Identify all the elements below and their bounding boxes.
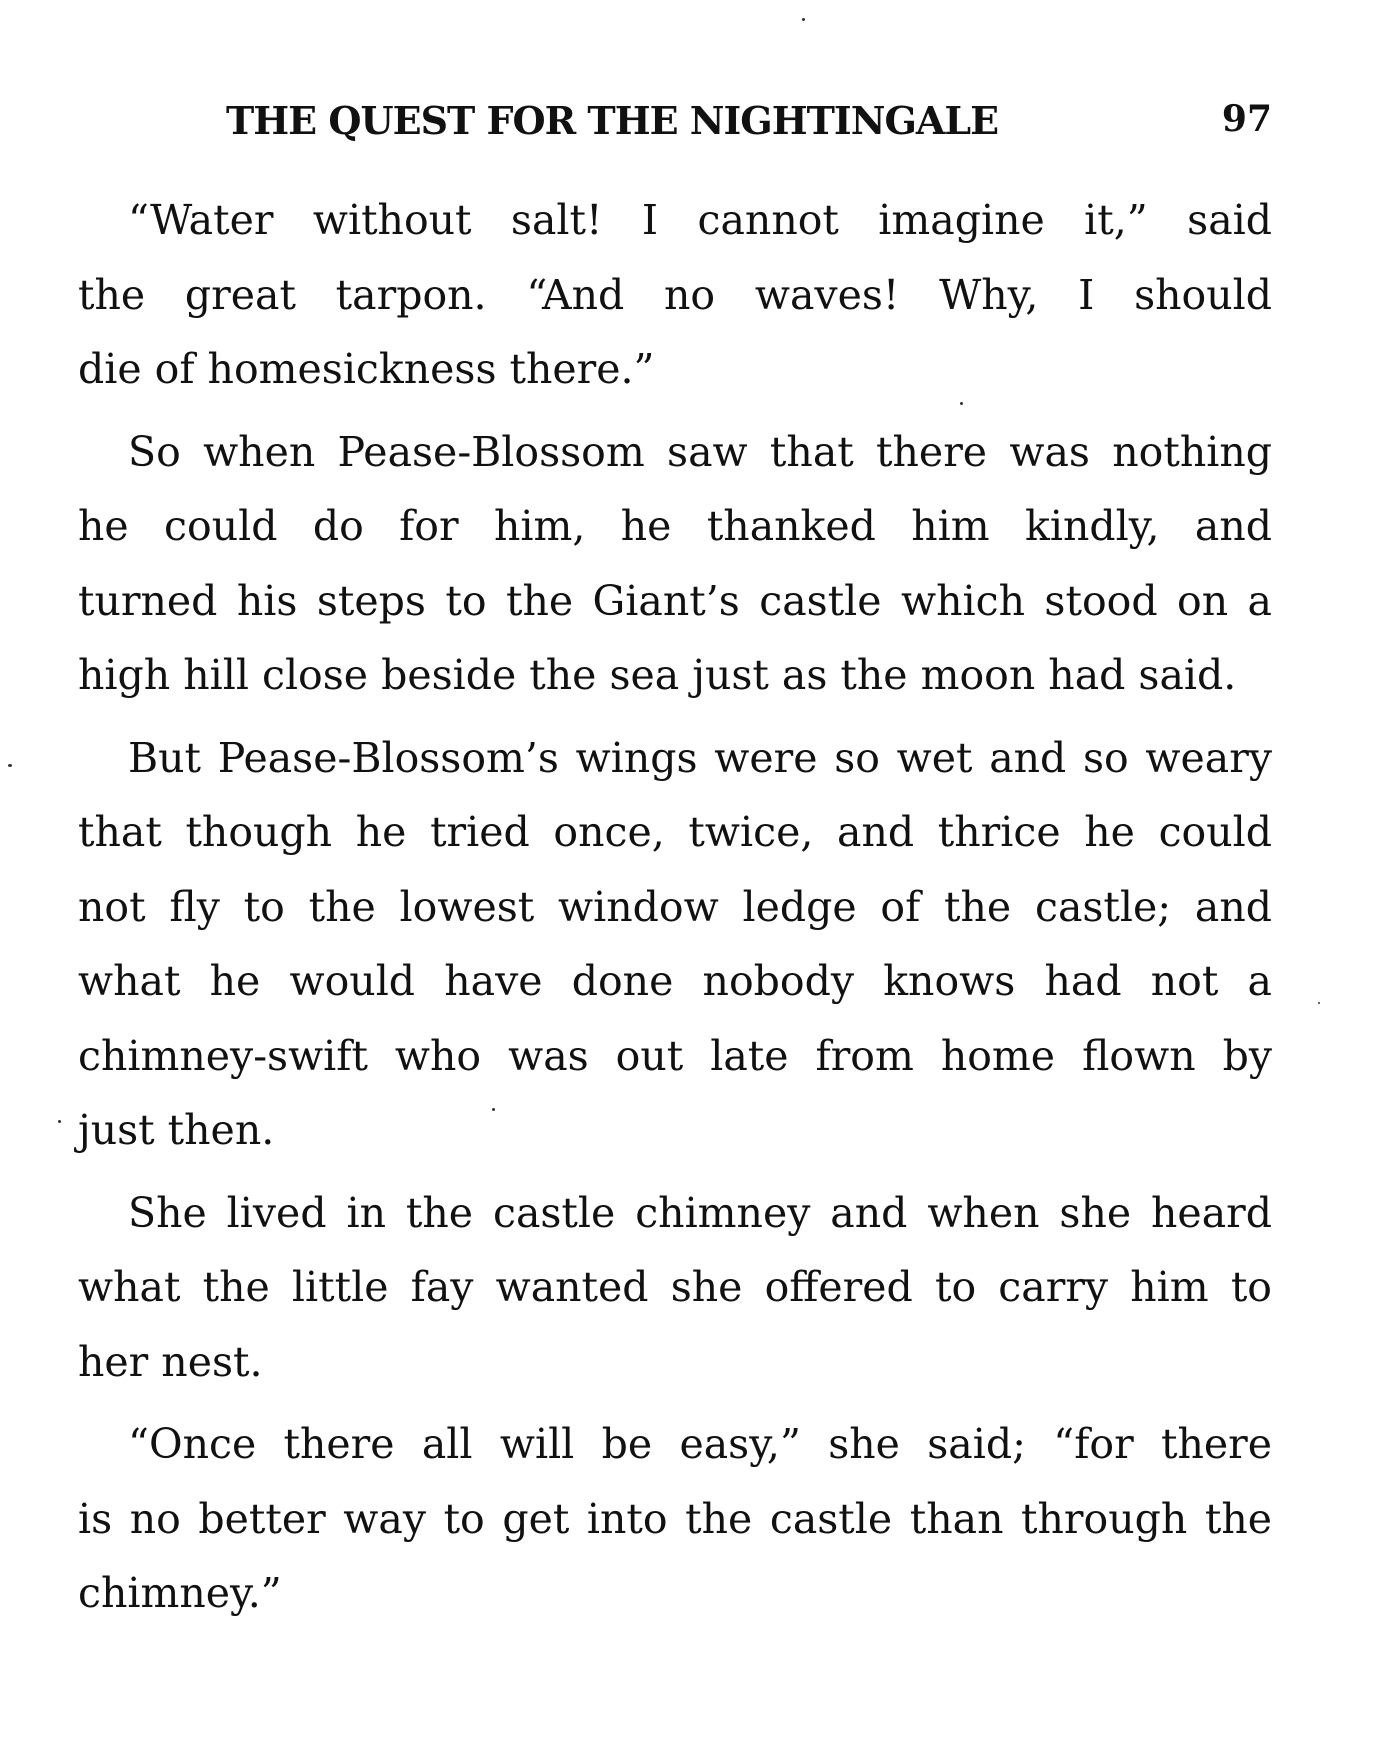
text-line: just then. (78, 1106, 275, 1154)
text-line: he could do for him, he thanked him kindly, and (78, 502, 1272, 550)
text-line: But Pease-Blossom’s wings were so wet and so weary (128, 733, 1272, 782)
text-line: chimney-swift who was out late from home flown by (78, 1031, 1272, 1080)
page-number: 97 (1221, 98, 1272, 140)
paragraph-weary-wings (78, 721, 1272, 1168)
paragraph-giants-castle (78, 415, 1272, 713)
text-line: what the little fay wanted she offered to carry him to (78, 1263, 1272, 1311)
text-line: turned his steps to the Giant’s castle which stood on a (78, 576, 1272, 625)
scan-speck (58, 1120, 61, 1123)
text-line: She lived in the castle chimney and when she heard (128, 1188, 1272, 1237)
text-line: her nest. (78, 1337, 263, 1386)
body-text (78, 183, 1272, 1639)
text-line: So when Pease-Blossom saw that there was nothing (128, 427, 1272, 476)
text-line: the great tarpon. “And no waves! Why, I should (78, 270, 1272, 319)
scan-speck (492, 1108, 495, 1111)
scan-speck (1318, 1002, 1320, 1004)
running-title: THE QUEST FOR THE NIGHTINGALE (226, 98, 999, 143)
scan-speck (802, 18, 805, 21)
text-line: is no better way to get into the castle than through the (78, 1494, 1272, 1543)
text-line: “Water without salt! I cannot imagine it,” said (128, 196, 1272, 244)
text-line: not fly to the lowest window ledge of the castle; and (78, 882, 1272, 931)
text-line: chimney.” (78, 1569, 282, 1617)
text-line: die of homesickness there.” (78, 345, 655, 393)
scan-speck (960, 402, 963, 405)
running-head (78, 98, 1272, 154)
text-line: high hill close beside the sea just as the moon had said. (78, 651, 1237, 699)
text-line: “Once there all will be easy,” she said; “for there (128, 1420, 1272, 1468)
paragraph-chimney-swift (78, 1176, 1272, 1400)
paragraph-through-chimney (78, 1407, 1272, 1631)
text-line: that though he tried once, twice, and thrice he could (78, 808, 1272, 856)
paragraph-tarpon-reply (78, 183, 1272, 407)
scan-speck (8, 764, 12, 767)
text-line: what he would have done nobody knows had not a (78, 957, 1272, 1005)
